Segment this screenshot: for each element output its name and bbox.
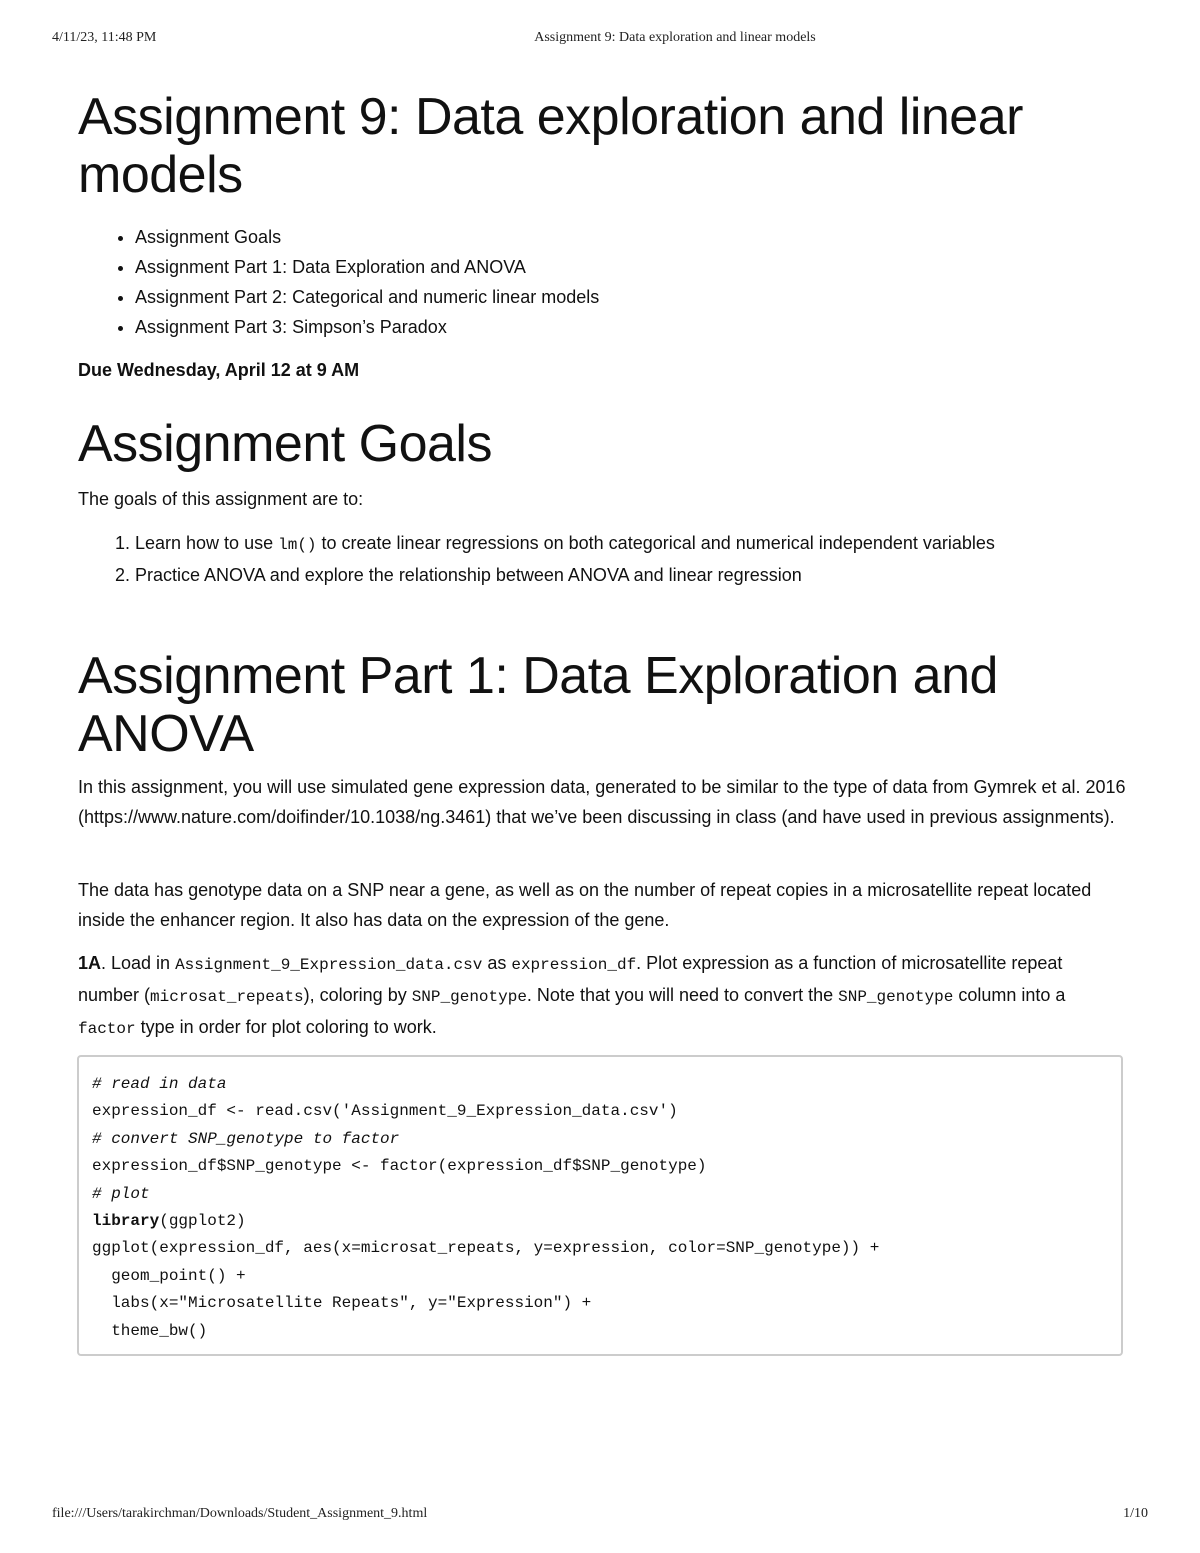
part1-data-desc: The data has genotype data on a SNP near a gene, as well as on the number of repeat copies in a microsatellite repeat located inside the enhancer region. It also has data on the expression of the gene. <box>78 880 1092 930</box>
due-date: Due Wednesday, April 12 at 9 AM <box>78 360 360 380</box>
print-page-number: 1/10 <box>1123 1506 1148 1521</box>
print-datetime: 4/11/23, 11:48 PM <box>52 30 157 45</box>
code-line: expression_df <- read.csv('Assignment_9_Expression_data.csv') <box>92 1102 678 1121</box>
page-title: Assignment 9: Data exploration and linear models <box>78 88 1023 204</box>
inline-code: lm() <box>278 536 317 554</box>
inline-code: Assignment_9_Expression_data.csv <box>175 956 483 974</box>
code-line: labs(x="Microsatellite Repeats", y="Expression") + <box>92 1294 592 1313</box>
print-title: Assignment 9: Data exploration and linear models <box>534 30 816 45</box>
code-line: ggplot(expression_df, aes(x=microsat_repeats, y=expression, color=SNP_genotype)) + <box>92 1239 880 1258</box>
toc-item[interactable]: • Assignment Goals <box>135 222 1183 252</box>
code-line: # read in data <box>92 1075 227 1093</box>
inline-code: SNP_genotype <box>411 988 527 1006</box>
inline-code: factor <box>78 1020 136 1038</box>
toc-list <box>78 222 1183 342</box>
code-line: # plot <box>92 1184 150 1203</box>
goal-item: 1. Learn how to use lm() to create linear regressions on both categorical and numerical independent variables <box>135 528 1108 560</box>
goals-heading: Assignment Goals <box>78 415 492 473</box>
inline-code: SNP_genotype <box>838 988 954 1006</box>
question-1a: 1A. Load in Assignment_9_Expression_data.csv as expression_df. Plot expression as a function of microsatellite repeat number (microsat_repeats), coloring by SNP_genotype. Note that you will need to convert the SNP_genotype column into a factor type in order for plot coloring to work. <box>78 953 1066 1038</box>
part1-intro: In this assignment, you will use simulated gene expression data, generated to be similar to the type of data from Gymrek et al. 2016 (https://www.nature.com/doifinder/10.1038/ng.3461) that we’ve been discussing in class (and have used in previous assignments). <box>78 777 1126 827</box>
code-line: theme_bw() <box>92 1321 208 1340</box>
inline-code: expression_df <box>511 956 637 974</box>
code-line: library(ggplot2) <box>92 1212 246 1231</box>
print-file-path: file:///Users/tarakirchman/Downloads/Student_Assignment_9.html <box>52 1506 428 1521</box>
code-block <box>77 1055 1123 1356</box>
goals-intro: The goals of this assignment are to: <box>78 489 364 509</box>
code-line: # convert SNP_genotype to factor <box>92 1129 400 1148</box>
goals-list <box>78 528 1108 590</box>
toc-item[interactable]: • Assignment Part 1: Data Exploration and ANOVA <box>135 252 1183 282</box>
part1-heading: Assignment Part 1: Data Exploration and ANOVA <box>78 647 998 763</box>
toc-item[interactable]: • Assignment Part 3: Simpson’s Paradox <box>135 312 1183 342</box>
code-line: geom_point() + <box>92 1266 246 1285</box>
code-line: expression_df$SNP_genotype <- factor(expression_df$SNP_genotype) <box>92 1157 707 1176</box>
inline-code: microsat_repeats <box>150 988 304 1006</box>
goal-item: 2. Practice ANOVA and explore the relationship between ANOVA and linear regression <box>135 560 1108 590</box>
toc-item[interactable]: • Assignment Part 2: Categorical and numeric linear models <box>135 282 1183 312</box>
